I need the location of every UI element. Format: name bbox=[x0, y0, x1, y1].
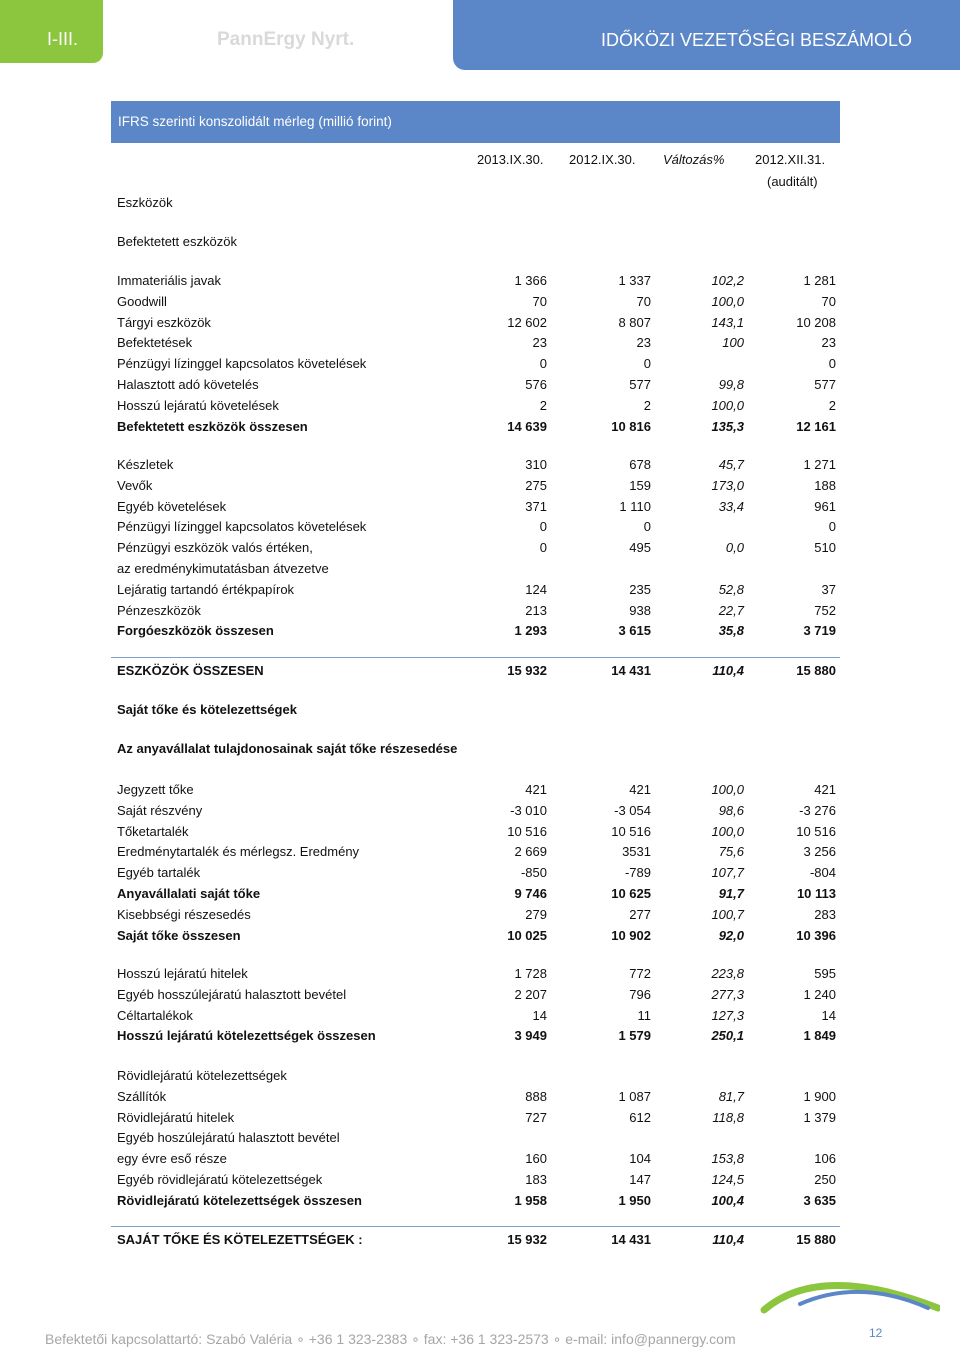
row-value: 8 807 bbox=[618, 314, 651, 330]
row-label: Halasztott adó követelés bbox=[117, 377, 259, 392]
row-value: 10 902 bbox=[611, 927, 651, 943]
row-label: Hosszú lejáratú hitelek bbox=[117, 966, 248, 981]
row-value: 277,3 bbox=[711, 986, 744, 1002]
row-value: 0 bbox=[643, 519, 651, 535]
row-value: 3 949 bbox=[514, 1028, 547, 1044]
table-row bbox=[117, 1193, 840, 1211]
row-value: 124 bbox=[525, 581, 547, 597]
row-value: 10 208 bbox=[796, 314, 836, 330]
row-value: 1 281 bbox=[803, 273, 836, 288]
row-value: 250 bbox=[814, 1172, 836, 1187]
row-value: 1 849 bbox=[803, 1028, 836, 1044]
row-value: 33,4 bbox=[718, 498, 744, 514]
row-value: 118,8 bbox=[712, 1109, 744, 1125]
row-value: 106 bbox=[814, 1151, 836, 1167]
row-value: 160 bbox=[525, 1151, 547, 1167]
row-value: 0 bbox=[828, 356, 836, 372]
row-value: 14 431 bbox=[611, 663, 651, 678]
row-value: 235 bbox=[629, 581, 651, 597]
row-value: 107,7 bbox=[711, 865, 744, 881]
table-row bbox=[117, 663, 840, 681]
row-value: 15 932 bbox=[507, 1232, 547, 1247]
row-value: 100,0 bbox=[711, 293, 744, 309]
column-header-2012-ix: 2012.IX.30. bbox=[569, 152, 636, 167]
row-value: 15 932 bbox=[507, 663, 547, 678]
row-value: 10 113 bbox=[796, 886, 836, 901]
row-value: 100 bbox=[722, 335, 744, 351]
row-value: 0 bbox=[539, 519, 547, 535]
row-label: Egyéb tartalék bbox=[117, 865, 201, 881]
row-value: 0 bbox=[643, 356, 651, 372]
table-row bbox=[117, 356, 840, 374]
row-label: Saját tőke összesen bbox=[117, 927, 241, 943]
row-value: 14 431 bbox=[611, 1232, 651, 1247]
row-value: -3 276 bbox=[799, 802, 836, 818]
row-value: 1 110 bbox=[619, 498, 651, 514]
row-value: 75,6 bbox=[718, 844, 744, 860]
report-title: IDŐKÖZI VEZETŐSÉGI BESZÁMOLÓ bbox=[600, 30, 912, 50]
row-value: 1 087 bbox=[618, 1088, 651, 1104]
table-row bbox=[117, 603, 840, 621]
row-label: az eredménykimutatásban átvezetve bbox=[117, 561, 329, 576]
table-row bbox=[117, 803, 840, 821]
table-row bbox=[117, 782, 840, 800]
company-name: PannErgy Nyrt. bbox=[217, 29, 355, 50]
table-row bbox=[117, 335, 840, 353]
row-label: Rövidlejáratú kötelezettségek összesen bbox=[117, 1192, 362, 1208]
row-value: 11 bbox=[637, 1007, 651, 1023]
row-value: 0,0 bbox=[725, 540, 744, 556]
row-value: 10 025 bbox=[507, 927, 547, 943]
row-label: Céltartalékok bbox=[117, 1007, 193, 1023]
row-value: 0 bbox=[828, 519, 836, 535]
row-label: Forgóeszközök összesen bbox=[117, 623, 274, 639]
table-row bbox=[117, 478, 840, 496]
table-row bbox=[117, 499, 840, 517]
row-value: 495 bbox=[629, 540, 651, 556]
row-value: 100,0 bbox=[711, 823, 744, 839]
row-value: 3 256 bbox=[803, 844, 836, 860]
row-value: 100,7 bbox=[711, 906, 744, 922]
column-header-2013-ix: 2013.IX.30. bbox=[477, 152, 544, 167]
separator-line bbox=[111, 657, 840, 658]
row-value: -804 bbox=[809, 865, 836, 881]
row-value: 45,7 bbox=[718, 457, 744, 472]
row-label: Befektetések bbox=[117, 335, 193, 351]
row-value: 421 bbox=[814, 782, 836, 797]
row-label: Eredménytartalék és mérlegsz. Eredmény bbox=[117, 844, 360, 860]
row-label: Pénzügyi eszközök valós értéken, bbox=[117, 540, 313, 556]
row-label: Rövidlejáratú hitelek bbox=[117, 1109, 235, 1125]
table-row bbox=[117, 1172, 840, 1190]
row-value: 213 bbox=[525, 602, 547, 618]
row-value: -3 054 bbox=[614, 802, 651, 818]
row-value: 796 bbox=[629, 986, 651, 1002]
row-value: 10 516 bbox=[611, 823, 651, 839]
table-row bbox=[117, 1130, 840, 1148]
row-label: Egyéb rövidlejáratú kötelezettségek bbox=[117, 1172, 323, 1187]
equity-liabilities-heading: Saját tőke és kötelezettségek bbox=[117, 702, 297, 717]
row-label: Hosszú lejáratú követelések bbox=[117, 397, 279, 413]
table-row bbox=[117, 928, 840, 946]
row-label: Pénzeszközök bbox=[117, 602, 201, 618]
row-value: -3 010 bbox=[510, 802, 547, 818]
table-row bbox=[117, 1151, 840, 1169]
row-value: 23 bbox=[636, 335, 651, 351]
row-value: 577 bbox=[629, 377, 651, 392]
table-row bbox=[117, 1232, 840, 1250]
row-label: Tőketartalék bbox=[117, 823, 189, 839]
row-value: 143,1 bbox=[711, 314, 744, 330]
row-value: 888 bbox=[525, 1088, 547, 1104]
assets-label: Eszközök bbox=[117, 195, 173, 210]
page-number: 12 bbox=[869, 1326, 883, 1340]
row-value: 10 516 bbox=[796, 823, 836, 839]
row-label: Egyéb hoszúlejáratú halasztott bevétel bbox=[117, 1130, 340, 1146]
table-row bbox=[117, 865, 840, 883]
row-value: 3 719 bbox=[803, 623, 836, 639]
row-label: Tárgyi eszközök bbox=[117, 314, 211, 330]
row-value: 35,8 bbox=[718, 623, 744, 639]
row-value: 1 271 bbox=[803, 457, 836, 472]
row-value: 147 bbox=[629, 1172, 651, 1187]
column-header-change: Változás% bbox=[663, 152, 725, 167]
row-value: 0 bbox=[539, 540, 547, 556]
table-row bbox=[117, 561, 840, 579]
row-value: 10 816 bbox=[611, 418, 651, 434]
row-value: 10 396 bbox=[796, 927, 836, 943]
row-value: 1 366 bbox=[514, 273, 547, 288]
row-value: 100,4 bbox=[711, 1192, 744, 1208]
row-value: 421 bbox=[629, 782, 651, 797]
row-label: Vevők bbox=[117, 477, 153, 493]
table-row bbox=[117, 457, 840, 475]
row-label: Anyavállalati saját tőke bbox=[117, 886, 261, 901]
row-label: Egyéb hosszúlejáratú halasztott bevétel bbox=[117, 986, 347, 1002]
row-value: 279 bbox=[525, 906, 547, 922]
row-value: 153,8 bbox=[711, 1151, 744, 1167]
row-value: 3 615 bbox=[618, 623, 651, 639]
row-value: 1 293 bbox=[514, 623, 547, 639]
row-value: 3531 bbox=[622, 844, 651, 860]
row-value: 3 635 bbox=[803, 1192, 836, 1208]
row-value: 283 bbox=[814, 906, 836, 922]
column-header-2012-xii: 2012.XII.31. bbox=[755, 152, 826, 167]
row-value: 2 bbox=[828, 397, 836, 413]
row-value: 1 337 bbox=[618, 273, 651, 288]
row-value: 98,6 bbox=[718, 802, 744, 818]
row-label: Készletek bbox=[117, 457, 174, 472]
table-row bbox=[117, 540, 840, 558]
row-label: Jegyzett tőke bbox=[117, 782, 194, 797]
row-value: 70 bbox=[821, 293, 836, 309]
row-value: 10 516 bbox=[507, 823, 547, 839]
row-value: 159 bbox=[629, 477, 651, 493]
row-value: 15 880 bbox=[796, 1232, 836, 1247]
table-row bbox=[117, 987, 840, 1005]
row-value: 100,0 bbox=[711, 397, 744, 413]
row-value: 91,7 bbox=[718, 886, 744, 901]
row-value: 275 bbox=[525, 477, 547, 493]
row-value: 104 bbox=[629, 1151, 651, 1167]
table-row bbox=[117, 907, 840, 925]
row-value: 70 bbox=[532, 293, 547, 309]
row-value: 173,0 bbox=[711, 477, 744, 493]
row-value: 12 161 bbox=[796, 418, 836, 434]
row-value: 2 669 bbox=[514, 844, 547, 860]
row-value: 9 746 bbox=[514, 886, 547, 901]
contact-footer: Befektetői kapcsolattartó: Szabó Valéria ∘ +36 1 323-2383 ∘ fax: +36 1 323-2573 ∘ e-mail: info@pannergy.com bbox=[45, 1331, 736, 1347]
row-label: egy évre eső része bbox=[117, 1151, 227, 1167]
row-value: 938 bbox=[629, 602, 651, 618]
separator-line bbox=[111, 1226, 840, 1227]
row-value: 127,3 bbox=[711, 1007, 744, 1023]
row-value: 1 728 bbox=[514, 966, 547, 981]
row-value: 10 625 bbox=[611, 886, 651, 901]
row-value: 961 bbox=[814, 498, 836, 514]
row-label: Pénzügyi lízinggel kapcsolatos követelések bbox=[117, 519, 367, 535]
parent-equity-heading: Az anyavállalat tulajdonosainak saját tőke részesedése bbox=[117, 741, 458, 756]
fixed-assets-heading: Befektetett eszközök bbox=[117, 234, 237, 249]
row-value: 371 bbox=[525, 498, 547, 514]
table-row bbox=[117, 377, 840, 395]
table-title: IFRS szerinti konszolidált mérleg (millió forint) bbox=[118, 114, 392, 129]
row-label: SAJÁT TŐKE ÉS KÖTELEZETTSÉGEK : bbox=[117, 1232, 363, 1247]
row-value: 1 379 bbox=[803, 1109, 836, 1125]
table-row bbox=[117, 886, 840, 904]
row-value: -850 bbox=[520, 865, 547, 881]
table-row bbox=[117, 966, 840, 984]
row-value: 22,7 bbox=[718, 602, 744, 618]
row-label: Rövidlejáratú kötelezettségek bbox=[117, 1068, 287, 1083]
row-value: 12 602 bbox=[507, 314, 547, 330]
audited-note: (auditált) bbox=[767, 174, 818, 189]
row-value: 595 bbox=[814, 966, 836, 981]
row-value: 277 bbox=[629, 906, 651, 922]
row-label: Immateriális javak bbox=[117, 273, 222, 288]
row-value: 70 bbox=[636, 293, 651, 309]
row-value: 612 bbox=[629, 1109, 651, 1125]
table-row bbox=[117, 1028, 840, 1046]
row-value: 510 bbox=[814, 540, 836, 556]
row-value: 14 bbox=[532, 1007, 547, 1023]
row-value: 23 bbox=[821, 335, 836, 351]
section-label: I-III. bbox=[47, 29, 78, 49]
row-value: 188 bbox=[814, 477, 836, 493]
row-value: 14 bbox=[821, 1007, 836, 1023]
table-row bbox=[117, 315, 840, 333]
row-value: 2 bbox=[643, 397, 651, 413]
table-row bbox=[117, 294, 840, 312]
row-value: 772 bbox=[629, 966, 651, 981]
row-value: 2 207 bbox=[514, 986, 547, 1002]
row-value: 135,3 bbox=[711, 418, 744, 434]
table-row bbox=[117, 273, 840, 291]
row-value: 124,5 bbox=[711, 1172, 744, 1187]
row-value: 1 950 bbox=[618, 1192, 651, 1208]
row-value: 52,8 bbox=[718, 581, 744, 597]
row-value: 310 bbox=[525, 457, 547, 472]
table-row bbox=[117, 1110, 840, 1128]
row-value: 250,1 bbox=[711, 1028, 744, 1044]
row-value: 727 bbox=[525, 1109, 547, 1125]
row-value: 576 bbox=[525, 377, 547, 392]
row-value: 81,7 bbox=[718, 1088, 744, 1104]
row-value: 100,0 bbox=[711, 782, 744, 797]
row-value: 110,4 bbox=[712, 663, 744, 678]
row-label: Kisebbségi részesedés bbox=[117, 906, 251, 922]
row-label: Goodwill bbox=[117, 293, 167, 309]
table-row bbox=[117, 1008, 840, 1026]
row-label: Lejáratig tartandó értékpapírok bbox=[117, 581, 295, 597]
row-value: 1 579 bbox=[618, 1028, 651, 1044]
row-value: -789 bbox=[624, 865, 651, 881]
row-value: 15 880 bbox=[796, 663, 836, 678]
row-value: 0 bbox=[539, 356, 547, 372]
table-row bbox=[117, 1089, 840, 1107]
row-label: Egyéb követelések bbox=[117, 498, 227, 514]
row-value: 2 bbox=[539, 397, 547, 413]
row-value: 14 639 bbox=[507, 418, 547, 434]
table-row bbox=[117, 1068, 840, 1086]
table-row bbox=[117, 844, 840, 862]
table-row bbox=[117, 398, 840, 416]
pannergy-logo-icon bbox=[760, 1268, 940, 1323]
row-value: 421 bbox=[525, 782, 547, 797]
table-row bbox=[117, 519, 840, 537]
row-value: 99,8 bbox=[718, 377, 744, 392]
table-row bbox=[117, 419, 840, 437]
row-value: 678 bbox=[629, 457, 651, 472]
row-value: 183 bbox=[525, 1172, 547, 1187]
row-label: Pénzügyi lízinggel kapcsolatos követelések bbox=[117, 356, 367, 372]
row-value: 1 900 bbox=[803, 1088, 836, 1104]
row-label: ESZKÖZÖK ÖSSZESEN bbox=[117, 663, 264, 678]
row-label: Saját részvény bbox=[117, 802, 203, 818]
row-label: Hosszú lejáratú kötelezettségek összesen bbox=[117, 1028, 376, 1044]
row-value: 110,4 bbox=[712, 1232, 744, 1247]
row-value: 1 958 bbox=[514, 1192, 547, 1208]
table-row bbox=[117, 623, 840, 641]
row-value: 92,0 bbox=[718, 927, 744, 943]
row-value: 1 240 bbox=[803, 986, 836, 1002]
row-label: Befektetett eszközök összesen bbox=[117, 418, 308, 434]
row-value: 37 bbox=[821, 581, 836, 597]
row-value: 577 bbox=[814, 377, 836, 392]
table-row bbox=[117, 824, 840, 842]
row-value: 752 bbox=[814, 602, 836, 618]
table-row bbox=[117, 582, 840, 600]
row-value: 102,2 bbox=[711, 273, 744, 288]
row-value: 223,8 bbox=[711, 966, 744, 981]
row-value: 23 bbox=[532, 335, 547, 351]
row-label: Szállítók bbox=[117, 1088, 167, 1104]
